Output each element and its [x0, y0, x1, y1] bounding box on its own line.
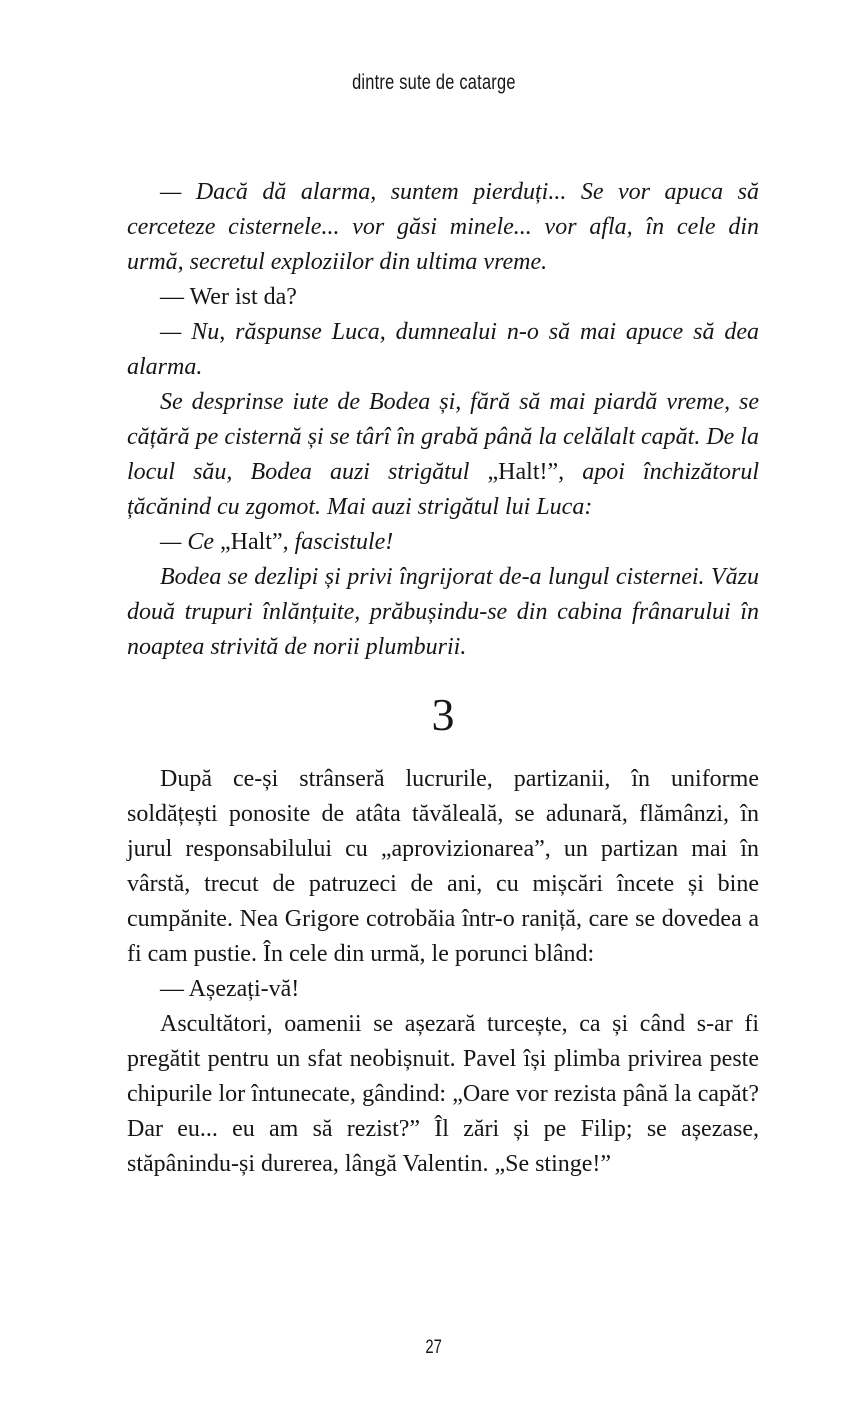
- text-segment: , fascistule!: [282, 529, 394, 555]
- dialogue-paragraph: [127, 525, 759, 560]
- text-segment: — Așezați-vă!: [160, 976, 300, 1002]
- text-segment: Se desprinse iute de Bodea și, fără să mai piardă vreme, se cățără pe cisternă și se târî în grabă până la celălalt capăt. De la locul său, Bodea auzi strigătul: [127, 389, 759, 485]
- narrative-paragraph: [127, 1007, 759, 1182]
- page-footer: [0, 1336, 867, 1360]
- text-segment: Bodea se dezlipi și privi îngrijorat de-a lungul cisternei. Văzu două trupuri înlănțuite, prăbușindu-se din cabina frânarului în noaptea strivită de norii plumburii.: [127, 564, 759, 660]
- text-segment: — Ce: [160, 529, 220, 555]
- text-segment: „Halt”: [220, 529, 283, 555]
- text-segment: — Wer ist da?: [160, 284, 297, 310]
- dialogue-paragraph: [127, 280, 759, 315]
- chapter-number-heading: 3: [431, 689, 455, 740]
- text-segment: — Nu, răspunse Luca, dumnealui n-o să mai apuce să dea alarma.: [127, 319, 759, 380]
- text-segment: , apoi închizătorul țăcănind cu zgomot. Mai auzi strigătul lui Luca:: [127, 459, 760, 520]
- page-number: 27: [425, 1337, 442, 1358]
- running-header-title: dintre sute de catarge: [351, 71, 516, 94]
- narrative-paragraph: [127, 762, 759, 972]
- text-segment: — Dacă dă alarma, suntem pierduți... Se vor apuca să cerceteze cisternele... vor găsi minele... vor afla, în cele din urmă, secretul exploziilor din ultima vreme.: [127, 179, 759, 275]
- narrative-paragraph: [127, 560, 759, 665]
- text-segment: După ce-și strânseră lucrurile, partizanii, în uniforme soldățești ponosite de atâta tăvăleală, se adunară, flămânzi, în jurul responsabilului cu „aprovizionarea”, un partizan mai în vârstă, trecut de patruzeci de ani, cu mișcări încete și bine cumpănite. Nea Grigore cotrobăia într-o raniță, care se dovedea a fi cam pustie. În cele din urmă, le porunci blând:: [127, 766, 759, 967]
- text-column: [127, 175, 759, 1182]
- dialogue-paragraph: [127, 315, 759, 385]
- dialogue-paragraph: [127, 175, 759, 280]
- text-segment: Ascultători, oamenii se așezară turcește, ca și când s-ar fi pregătit pentru un sfat neobișnuit. Pavel își plimba privirea peste chipurile lor întunecate, gândind: „Oare vor rezista până la capăt? Dar eu... eu am să rezist?” Îl zări și pe Filip; se așezase, stăpânindu-și durerea, lângă Valentin. „Se stinge!”: [127, 1011, 759, 1177]
- dialogue-paragraph: [127, 972, 759, 1007]
- text-segment: „Halt!”: [487, 459, 559, 485]
- narrative-paragraph: [127, 385, 759, 525]
- section-1: [127, 175, 759, 665]
- section-2: [127, 762, 759, 1182]
- running-header: [0, 70, 867, 96]
